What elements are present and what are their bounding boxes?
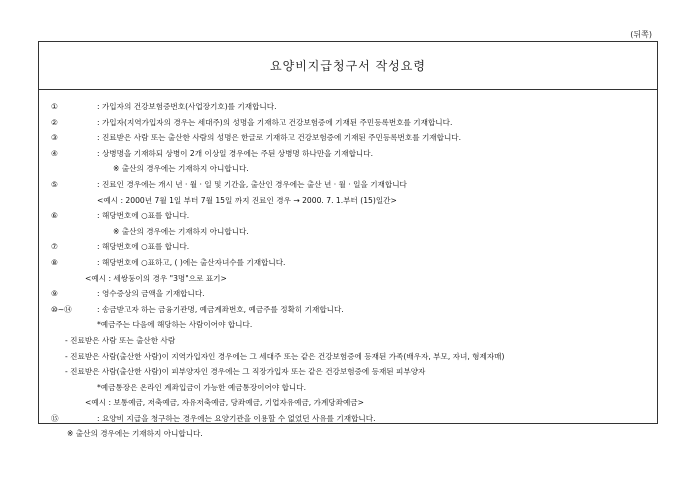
item-marker: ⑤ bbox=[51, 179, 58, 189]
item-text: : 해당번호에 ○표하고, ( )에는 출산자녀수를 기재합니다. bbox=[97, 257, 286, 267]
item-text: : 요양비 지급을 청구하는 경우에는 요양기관을 이용할 수 없었던 사유를 기재합니다. bbox=[97, 413, 376, 423]
instruction-line bbox=[39, 146, 657, 162]
item-marker: ⑧ bbox=[51, 257, 58, 267]
item-text: : 해당번호에 ○표를 합니다. bbox=[97, 242, 190, 252]
item-text: : 가입자의 건강보험증번호(사업장기호)를 기재합니다. bbox=[97, 102, 277, 111]
item-marker: ③ bbox=[51, 133, 58, 143]
item-text: : 진료받은 사람 또는 출산한 사람의 성명은 한글로 기재하고 건강보험증에 기재된 주민등록번호를 기재합니다. bbox=[97, 133, 462, 143]
document-title: 요양비지급청구서 작성요령 bbox=[270, 59, 426, 73]
item-marker: ⑥ bbox=[51, 211, 58, 221]
note-text: ※ 출산의 경우에는 기재하지 아니합니다. bbox=[113, 226, 249, 236]
item-text: : 해당번호에 ○표를 합니다. bbox=[97, 211, 190, 221]
note-line bbox=[39, 161, 657, 177]
item-marker: ⑮ bbox=[51, 413, 59, 423]
dash-line bbox=[39, 364, 657, 380]
note-text: ※ 출산의 경우에는 기재하지 아니합니다. bbox=[113, 164, 249, 174]
example-text: <예시 : 2000년 7월 1일 부터 7월 15일 까지 진료인 경우 → 2000. 7. 1.부터 (15)일간> bbox=[97, 195, 397, 205]
note-line bbox=[39, 426, 657, 442]
instruction-line bbox=[39, 130, 657, 146]
instruction-line bbox=[39, 239, 657, 255]
dash-text: - 진료받은 사람(출산한 사람)이 지역가입자인 경우에는 그 세대주 또는 같은 건강보험증에 등재된 가족(배우자, 부모, 자녀, 형제자매) bbox=[65, 351, 505, 361]
instruction-line bbox=[39, 286, 657, 302]
example-text: <예시 : 세쌍둥이의 경우 "3명"으로 표기> bbox=[85, 273, 227, 283]
note-text: *예금주는 다음에 해당하는 사람이어야 합니다. bbox=[97, 320, 253, 330]
item-text: : 송금받고자 하는 금융기관명, 예금계좌번호, 예금주를 정확히 기재합니다. bbox=[97, 304, 344, 314]
instruction-line bbox=[39, 411, 657, 427]
note-line bbox=[39, 317, 657, 333]
note-line bbox=[39, 380, 657, 396]
note-text: ※ 출산의 경우에는 기재하지 아니합니다. bbox=[67, 429, 203, 439]
item-text: : 진료인 경우에는 개시 년 · 월 · 일 및 기간을, 출산인 경우에는 출산 년 · 월 · 일을 기재합니다 bbox=[97, 179, 407, 189]
item-text: : 가입자(지역가입자의 경우는 세대주)의 성명을 기재하고 건강보험증에 기재된 주민등록번호를 기재합니다. bbox=[97, 117, 453, 127]
back-side-label: (뒤쪽) bbox=[630, 30, 652, 39]
dash-line bbox=[39, 349, 657, 365]
instruction-line bbox=[39, 115, 657, 131]
example-line bbox=[39, 193, 657, 209]
item-marker: ⑩~⑭ bbox=[51, 304, 72, 314]
instruction-line bbox=[39, 99, 657, 115]
item-marker: ⑨ bbox=[51, 289, 58, 299]
item-marker: ① bbox=[51, 102, 58, 111]
note-text: *예금통장은 온라인 계좌입금이 가능한 예금통장이어야 합니다. bbox=[97, 382, 307, 392]
dash-line bbox=[39, 333, 657, 349]
item-text: : 상병명을 기재하되 상병이 2개 이상일 경우에는 주된 상병명 하나만을 기재합니다. bbox=[97, 148, 374, 158]
instruction-line bbox=[39, 208, 657, 224]
item-text: : 영수증상의 금액을 기재합니다. bbox=[97, 289, 205, 299]
title-box bbox=[39, 42, 657, 90]
instruction-frame bbox=[38, 41, 658, 439]
instruction-line bbox=[39, 177, 657, 193]
item-marker: ② bbox=[51, 117, 58, 127]
example-text: <예시 : 보통예금, 저축예금, 자유저축예금, 당좌예금, 기업자유예금, 가계당좌예금> bbox=[85, 398, 364, 408]
instruction-line bbox=[39, 255, 657, 271]
instruction-list bbox=[39, 99, 657, 442]
item-marker: ⑦ bbox=[51, 242, 58, 252]
item-marker: ④ bbox=[51, 148, 58, 158]
instruction-line bbox=[39, 302, 657, 318]
example-line bbox=[39, 271, 657, 287]
example-line bbox=[39, 395, 657, 411]
dash-text: - 진료받은 사람(출산한 사람)이 피부양자인 경우에는 그 직장가입자 또는 같은 건강보험증에 등재된 피부양자 bbox=[65, 367, 426, 377]
note-line bbox=[39, 224, 657, 240]
dash-text: - 진료받은 사람 또는 출산한 사람 bbox=[65, 335, 176, 345]
